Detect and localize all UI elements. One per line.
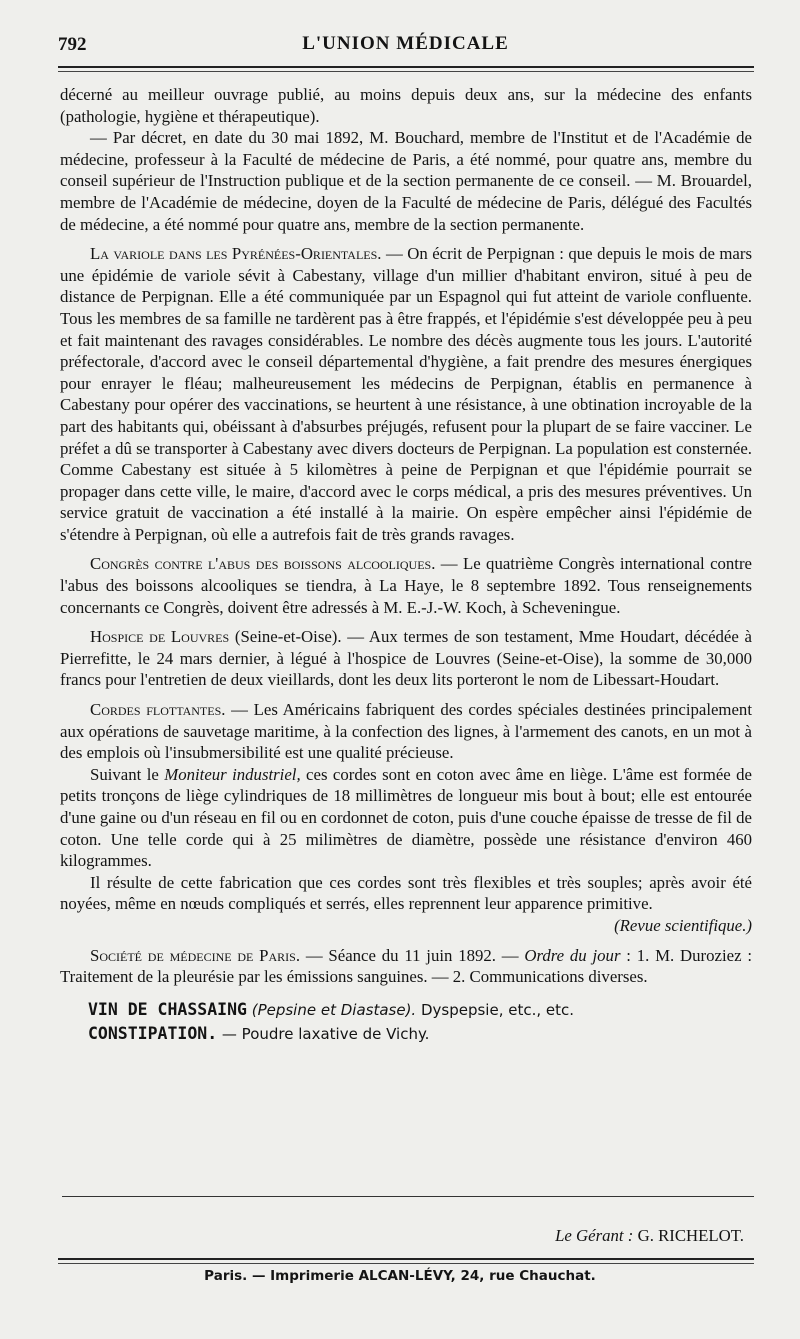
cordes-text: — Les Américains fabriquent des cordes spéciales destinées principalement aux opérations de sauvetage maritime, à la confection des lignes, à l'armement des canots, en un mot à des emplois où l'insubmersibilité est une qualité précieuse. xyxy=(60,700,752,763)
cordes2-title: Moniteur industriel, xyxy=(164,764,301,784)
gerant-signature xyxy=(555,1226,744,1246)
paragraph-congres xyxy=(60,553,752,618)
cordes3-text: Il résulte de cette fabrication que ces cordes sont très flexibles et très souples; après avoir été noyées, même en nœuds compliqués et serrés, elles reprennent leur apparence primitive. xyxy=(60,872,752,914)
section-heading-cordes: Cordes flottantes. xyxy=(90,700,226,720)
article-body xyxy=(60,84,752,1046)
cordes2-text-a: Suivant le xyxy=(90,764,165,784)
paragraph-cordes xyxy=(60,699,752,764)
societe-text-b: : 1. M. Duroziez : Traitement de la pleurésie par les émissions sanguines. — 2. Communications diverses. xyxy=(60,945,753,987)
advert-constipation-title: CONSTIPATION. xyxy=(88,1023,218,1043)
header-rule-thin xyxy=(58,71,754,72)
ordre-du-jour: Ordre du jour xyxy=(524,945,621,965)
paragraph-cordes-3 xyxy=(60,872,752,937)
printer-imprint: Paris. — Imprimerie ALCAN-LÉVY, 24, rue Chauchat. xyxy=(204,1268,596,1284)
advert-vin-title: VIN DE CHASSAING xyxy=(88,999,247,1019)
section-heading-variole: La variole dans les Pyrénées-Orientales. xyxy=(90,244,382,264)
section-heading-congres: Congrès contre l'abus des boissons alcooliques. xyxy=(90,554,436,574)
paragraph-hospice xyxy=(60,626,752,691)
gerant-label: Le Gérant : xyxy=(555,1226,634,1245)
footer-rule-thin xyxy=(58,1263,754,1264)
footer-rule xyxy=(58,1258,754,1260)
page-number: 792 xyxy=(58,34,87,55)
header-rule xyxy=(58,66,754,68)
advert-constipation xyxy=(60,1022,752,1046)
advert-constipation-text: — Poudre laxative de Vichy. xyxy=(217,1024,430,1043)
variole-text: — On écrit de Perpignan : que depuis le mois de mars une épidémie de variole sévit à Cabestany, village d'un millier d'habitant environ, situé à peu de distance de Perpignan. Elle a été communiquée par un Espagnol qui fut atteint de variole confluente. Tous les membres de sa famille ne tardèrent pas à être frappés, et l'épidémie s'est développée peu à peu et fait maintenant des ravages considérables. Le nombre des décès augmente tous les jours. L'autorité préfectorale, d'accord avec le conseil départemental d'hygiène, a fait prendre des mesures énergiques pour enrayer le fléau; malheureusement les médecins de Perpignan, établis en permanence à Cabestany pour opérer des vaccinations, se heurtent à une résistance, à une obtination incroyable de la part des habitants qui, obéissant à d'absurbes préjugés, refusent pour la plupart de se faire vacciner. Le préfet a dû se transporter à Cabestany avec divers docteurs de Perpignan. La population est consternée. Comme Cabestany est située à 5 kilomètres à peine de Perpignan et que l'épidémie pourrait se propager dans cette ville, le maire, d'accord avec le corps médical, a pris des mesures préventives. Un service gratuit de vaccination a été installé à la mairie. On espère empêcher ainsi l'épidémie de s'étendre à Perpignan, où elle a autrefois fait de très grands ravages. xyxy=(60,244,752,544)
paragraph-decret: — Par décret, en date du 30 mai 1892, M. Bouchard, membre de l'Institut et de l'Académie de médecine, professeur à la Faculté de médecine de Paris, a été nommé, pour quatre ans, membre du conseil supérieur de l'Instruction publique et de la section permanente de ce conseil. — M. Brouardel, membre de l'Académie de médecine, doyen de la Faculté de médecine de Paris, délégué des Facultés de médecine, a été nommé pour quatre ans, membre de la section permanente. xyxy=(60,128,752,234)
advert-vin-subtitle: (Pepsine et Diastase). xyxy=(246,1000,417,1019)
footer-rule-top xyxy=(62,1196,754,1197)
advert-vin-text: Dyspepsie, etc., etc. xyxy=(416,1000,575,1019)
paragraph-cordes-2 xyxy=(60,764,752,872)
running-head: L'UNION MÉDICALE xyxy=(302,33,509,54)
cordes2-text-b: ces cordes sont en coton avec âme en liège. L'âme est formée de petits tronçons de liège cylindriques de 18 millimètres de longueur mis bout à bout; elle est entourée d'une gaine ou d'un réseau en fil ou en cordonnet de coton, puis d'une couche épaisse de tresse de fil de coton. Une telle corde qui à 25 milimètres de diamètre, possède une résistance d'environ 460 kilogrammes. xyxy=(60,764,752,871)
paragraph-variole xyxy=(60,243,752,545)
gerant-name: G. RICHELOT. xyxy=(633,1226,744,1245)
source-citation: (Revue scientifique.) xyxy=(614,915,752,935)
societe-text-a: — Séance du 11 juin 1892. — xyxy=(300,945,525,965)
section-heading-societe: Société de médecine de Paris. xyxy=(90,945,301,965)
paragraph-societe xyxy=(60,945,752,988)
paragraph-prize: décerné au meilleur ouvrage publié, au moins depuis deux ans, sur la médecine des enfants (pathologie, hygiène et thérapeutique). xyxy=(60,85,752,126)
hospice-text: (Seine-et-Oise). — Aux termes de son testament, Mme Houdart, décédée à Pierrefitte, le 24 mars dernier, à légué à l'hospice de Louvres (Seine-et-Oise), la somme de 30,000 francs pour l'entretien de deux vieillards, dont les deux lits porteront le nom de Libessart-Houdart. xyxy=(60,627,752,690)
section-heading-hospice: Hospice de Louvres xyxy=(90,627,230,647)
advert-vin-chassaing xyxy=(60,998,752,1022)
page-header xyxy=(58,30,753,60)
congres-text: — Le quatrième Congrès international contre l'abus des boissons alcooliques se tiendra, à La Haye, le 8 septembre 1892. Tous renseignements concernants ce Congrès, doivent être adressés à M. E.-J.-W. Koch, à Scheveningue. xyxy=(60,554,752,617)
